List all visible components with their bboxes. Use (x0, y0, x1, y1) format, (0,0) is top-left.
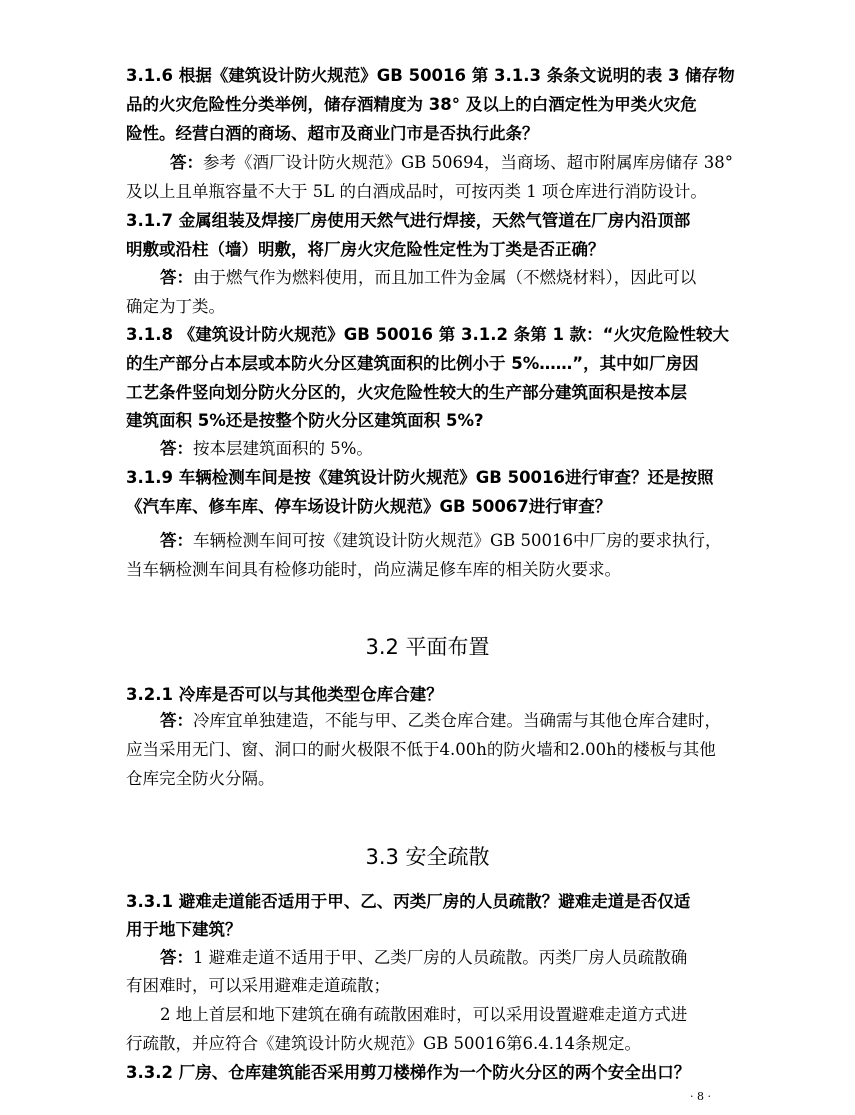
answer-label: 答： (160, 948, 193, 967)
answer-label: 答： (160, 711, 193, 730)
question-3-2-1-line-1: 3.2.1 冷库是否可以与其他类型仓库合建？ (126, 685, 443, 704)
question-3-1-8-line-4: 建筑面积 5%还是按整个防火分区建筑面积 5%? (126, 411, 484, 430)
section-heading-3-2: 3.2 平面布置 (365, 635, 490, 659)
section-heading-3-3: 3.3 安全疏散 (365, 845, 490, 869)
question-3-1-7-line-1: 3.1.7 金属组装及焊接厂房使用天然气进行焊接，天然气管道在厂房内沿顶部 (126, 211, 691, 230)
answer-text: 由于燃气作为燃料使用，而且加工件为金属（不燃烧材料），因此可以 (193, 268, 697, 287)
answer-3-1-9-line-2: 当车辆检测车间具有检修功能时，尚应满足修车库的相关防火要求。 (126, 560, 621, 579)
question-3-1-8-line-3: 工艺条件竖向划分防火分区的，火灾危险性较大的生产部分建筑面积是按本层 (126, 383, 687, 402)
answer-3-1-6-line-2: 及以上且单瓶容量不大于 5L 的白酒成品时，可按丙类 1 项仓库进行消防设计。 (126, 182, 707, 201)
answer-3-3-1-line-1 (160, 946, 687, 970)
answer-3-1-7-line-1 (160, 266, 696, 290)
question-3-1-8-line-1: 3.1.8 《建筑设计防火规范》GB 50016 第 3.1.2 条第 1 款：“火灾危险性较大 (126, 325, 730, 344)
question-3-1-6-line-3: 险性。经营白酒的商场、超市及商业门市是否执行此条？ (126, 124, 539, 143)
question-3-1-6-line-1: 3.1.6 根据《建筑设计防火规范》GB 50016 第 3.1.3 条条文说明的表 3 储存物 (126, 66, 735, 85)
answer-label: 答： (160, 531, 193, 550)
question-3-3-1-line-1: 3.3.1 避难走道能否适用于甲、乙、丙类厂房的人员疏散？避难走道是否仅适 (126, 892, 691, 911)
page-number: · 8 · (690, 1090, 711, 1103)
answer-label: 答： (160, 439, 193, 458)
answer-text: 按本层建筑面积的 5%。 (193, 439, 373, 458)
question-3-1-6-line-2: 品的火灾危险性分类举例，储存酒精度为 38° 及以上的白酒定性为甲类火灾危 (126, 95, 697, 114)
question-3-3-1-line-2: 用于地下建筑？ (126, 920, 242, 939)
question-3-1-7-line-2: 明敷或沿柱（墙）明敷，将厂房火灾危险性定性为丁类是否正确？ (126, 240, 605, 259)
answer-3-2-1-line-2: 应当采用无门、窗、洞口的耐火极限不低于4.00h的防火墙和2.00h的楼板与其他 (126, 740, 716, 759)
answer-3-2-1-line-3: 仓库完全防火分隔。 (126, 769, 275, 788)
answer-3-2-1-line-1 (160, 709, 721, 733)
question-3-1-8-line-2: 的生产部分占本层或本防火分区建筑面积的比例小于 5%……”，其中如厂房因 (126, 354, 699, 373)
answer-text: 冷库宜单独建造，不能与甲、乙类仓库合建。当确需与其他仓库合建时， (193, 711, 721, 730)
answer-text: 1 避难走道不适用于甲、乙类厂房的人员疏散。丙类厂房人员疏散确 (193, 948, 688, 967)
answer-label: 答： (170, 153, 203, 172)
answer-text: 参考《酒厂设计防火规范》GB 50694，当商场、超市附属库房储存 38° (203, 153, 734, 172)
question-3-1-9-line-1: 3.1.9 车辆检测车间是按《建筑设计防火规范》GB 50016进行审查？还是按照 (126, 468, 714, 487)
answer-3-3-1-line-4: 行疏散，并应符合《建筑设计防火规范》GB 50016第6.4.14条规定。 (126, 1034, 642, 1053)
answer-3-3-1-line-3: 2 地上首层和地下建筑在确有疏散困难时，可以采用设置避难走道方式进 (160, 1005, 688, 1024)
answer-3-1-7-line-2: 确定为丁类。 (126, 297, 225, 316)
answer-3-3-1-line-2: 有困难时，可以采用避难走道疏散； (126, 976, 390, 995)
answer-text: 车辆检测车间可按《建筑设计防火规范》GB 50016中厂房的要求执行， (193, 531, 722, 550)
question-3-3-2-line-1: 3.3.2 厂房、仓库建筑能否采用剪刀楼梯作为一个防火分区的两个安全出口？ (126, 1063, 691, 1082)
answer-3-1-6-line-1 (170, 151, 733, 175)
question-3-1-9-line-2: 《汽车库、修车库、停车场设计防火规范》GB 50067进行审查？ (126, 497, 612, 516)
answer-3-1-8-line-1 (160, 437, 373, 461)
answer-3-1-9-line-1 (160, 529, 722, 553)
answer-label: 答： (160, 268, 193, 287)
